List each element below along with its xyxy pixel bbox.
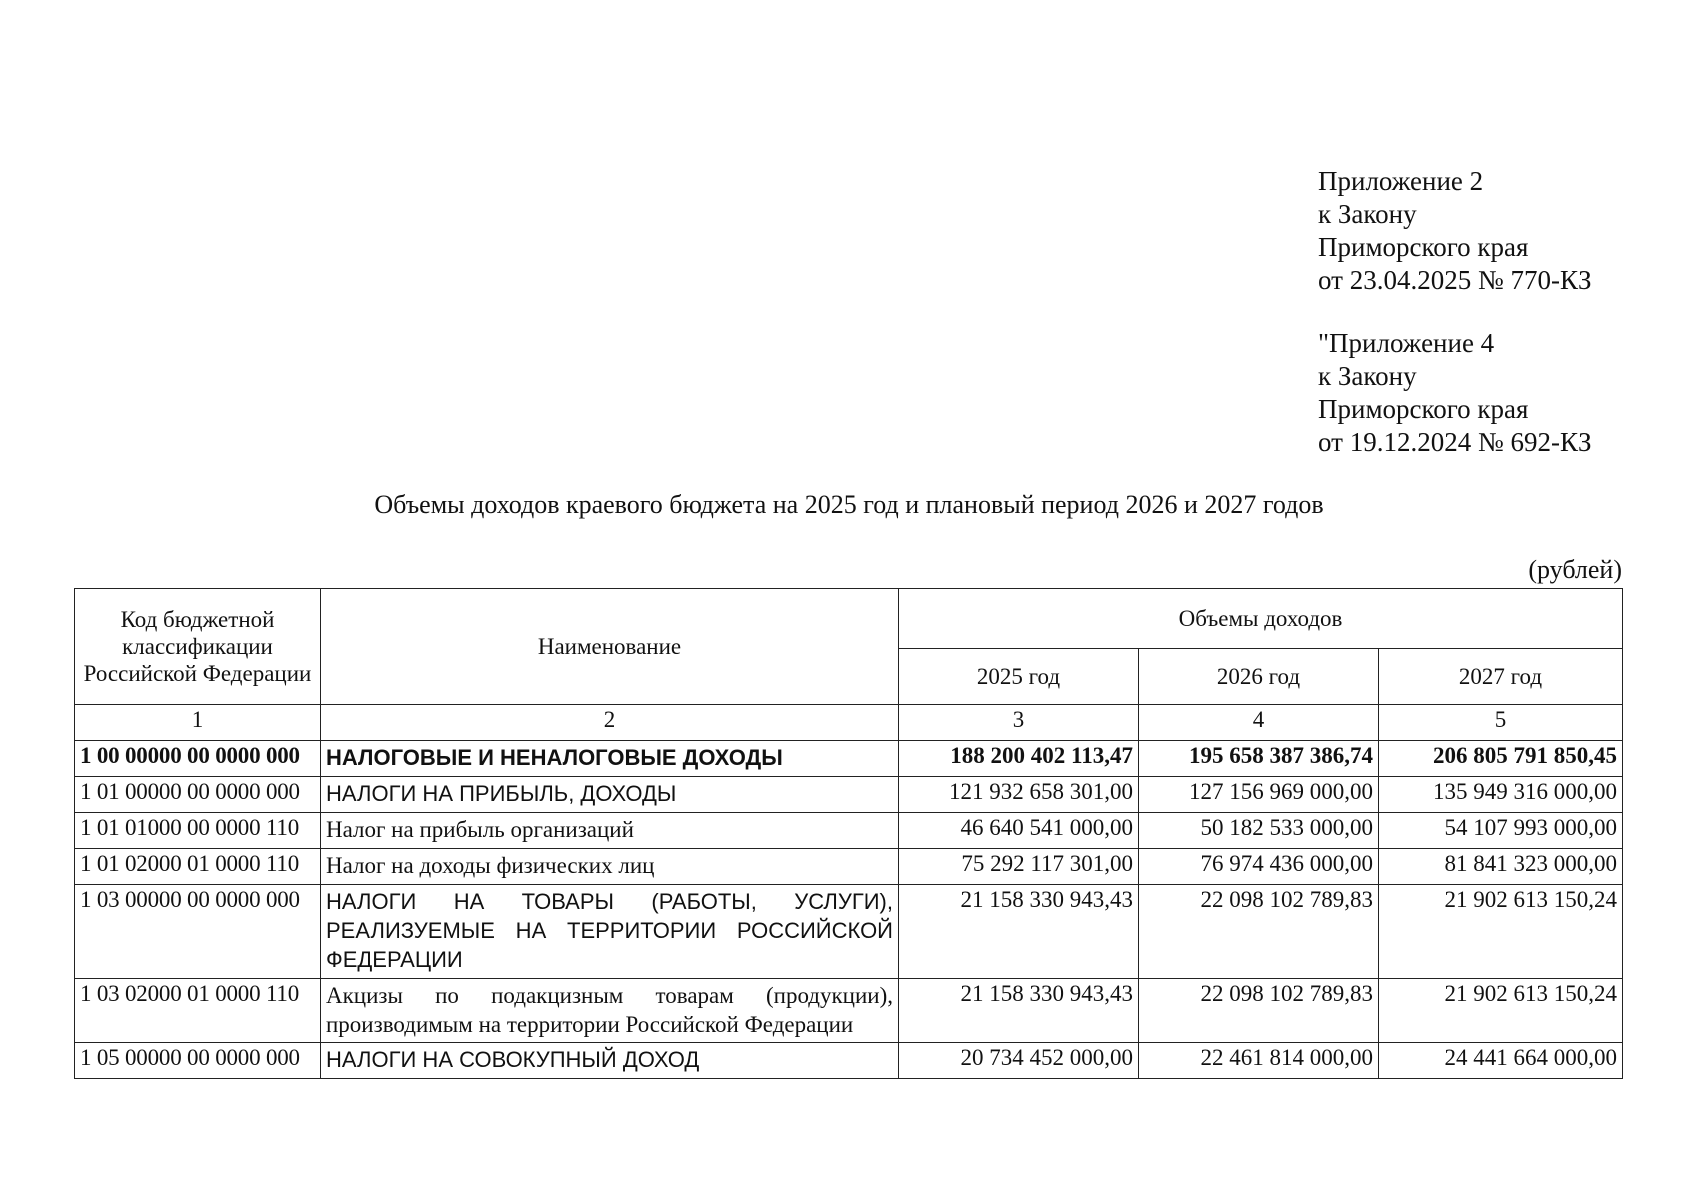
table-row xyxy=(75,849,1623,885)
row-name: Налог на прибыль организаций xyxy=(321,813,899,849)
row-name: Акцизы по подакцизным товарам (продукции), производимым на территории Российской Федерации xyxy=(321,979,899,1043)
column-number: 1 xyxy=(75,705,321,741)
row-value-2027: 21 902 613 150,24 xyxy=(1379,979,1623,1043)
column-number: 4 xyxy=(1139,705,1379,741)
row-value-2027: 135 949 316 000,00 xyxy=(1379,777,1623,813)
row-code: 1 03 00000 00 0000 000 xyxy=(75,885,321,979)
appendix-amended-line4: от 19.12.2024 № 692-КЗ xyxy=(1318,427,1592,457)
row-code: 1 01 00000 00 0000 000 xyxy=(75,777,321,813)
appendix-current-line3: Приморского края xyxy=(1318,232,1529,262)
header-year-2026: 2026 год xyxy=(1139,649,1379,705)
row-value-2025: 121 932 658 301,00 xyxy=(899,777,1139,813)
appendix-amended-line1: "Приложение 4 xyxy=(1318,328,1495,358)
row-value-2026: 22 098 102 789,83 xyxy=(1139,979,1379,1043)
table-row xyxy=(75,777,1623,813)
row-name: Налог на доходы физических лиц xyxy=(321,849,899,885)
appendix-current-header xyxy=(1318,165,1591,297)
row-name: НАЛОГОВЫЕ И НЕНАЛОГОВЫЕ ДОХОДЫ xyxy=(321,741,899,777)
row-code: 1 00 00000 00 0000 000 xyxy=(75,741,321,777)
row-name: НАЛОГИ НА ТОВАРЫ (РАБОТЫ, УСЛУГИ), РЕАЛИЗУЕМЫЕ НА ТЕРРИТОРИИ РОССИЙСКОЙ ФЕДЕРАЦИИ xyxy=(321,885,899,979)
document-title: Объемы доходов краевого бюджета на 2025 год и плановый период 2026 и 2027 годов xyxy=(374,490,1324,519)
unit-note: (рублей) xyxy=(1528,555,1622,584)
header-name: Наименование xyxy=(321,589,899,705)
table-row xyxy=(75,1043,1623,1079)
row-value-2025: 21 158 330 943,43 xyxy=(899,885,1139,979)
row-value-2027: 206 805 791 850,45 xyxy=(1379,741,1623,777)
column-number: 5 xyxy=(1379,705,1623,741)
appendix-current-line1: Приложение 2 xyxy=(1318,166,1484,196)
appendix-current-line4: от 23.04.2025 № 770-КЗ xyxy=(1318,265,1592,295)
appendix-amended-line2: к Закону xyxy=(1318,361,1417,391)
row-value-2027: 54 107 993 000,00 xyxy=(1379,813,1623,849)
header-year-2027: 2027 год xyxy=(1379,649,1623,705)
column-number-row xyxy=(75,705,1623,741)
row-code: 1 03 02000 01 0000 110 xyxy=(75,979,321,1043)
row-value-2026: 22 461 814 000,00 xyxy=(1139,1043,1379,1079)
header-volumes: Объемы доходов xyxy=(899,589,1623,649)
table-row xyxy=(75,813,1623,849)
header-year-2025: 2025 год xyxy=(899,649,1139,705)
row-value-2027: 21 902 613 150,24 xyxy=(1379,885,1623,979)
row-code: 1 01 02000 01 0000 110 xyxy=(75,849,321,885)
row-value-2026: 195 658 387 386,74 xyxy=(1139,741,1379,777)
row-value-2026: 76 974 436 000,00 xyxy=(1139,849,1379,885)
row-value-2025: 188 200 402 113,47 xyxy=(899,741,1139,777)
row-value-2026: 127 156 969 000,00 xyxy=(1139,777,1379,813)
appendix-current-line2: к Закону xyxy=(1318,199,1417,229)
row-value-2025: 21 158 330 943,43 xyxy=(899,979,1139,1043)
row-value-2027: 81 841 323 000,00 xyxy=(1379,849,1623,885)
row-name: НАЛОГИ НА СОВОКУПНЫЙ ДОХОД xyxy=(321,1043,899,1079)
appendix-amended-line3: Приморского края xyxy=(1318,394,1529,424)
row-code: 1 01 01000 00 0000 110 xyxy=(75,813,321,849)
table-row xyxy=(75,741,1623,777)
revenue-table xyxy=(74,588,1623,1079)
row-value-2025: 75 292 117 301,00 xyxy=(899,849,1139,885)
header-code: Код бюджетной классификации Российской Федерации xyxy=(75,589,321,705)
table-row xyxy=(75,885,1623,979)
row-value-2025: 46 640 541 000,00 xyxy=(899,813,1139,849)
row-value-2026: 22 098 102 789,83 xyxy=(1139,885,1379,979)
row-code: 1 05 00000 00 0000 000 xyxy=(75,1043,321,1079)
column-number: 2 xyxy=(321,705,899,741)
row-value-2026: 50 182 533 000,00 xyxy=(1139,813,1379,849)
row-name: НАЛОГИ НА ПРИБЫЛЬ, ДОХОДЫ xyxy=(321,777,899,813)
row-value-2025: 20 734 452 000,00 xyxy=(899,1043,1139,1079)
table-row xyxy=(75,979,1623,1043)
appendix-amended-header xyxy=(1318,327,1591,459)
row-value-2027: 24 441 664 000,00 xyxy=(1379,1043,1623,1079)
column-number: 3 xyxy=(899,705,1139,741)
